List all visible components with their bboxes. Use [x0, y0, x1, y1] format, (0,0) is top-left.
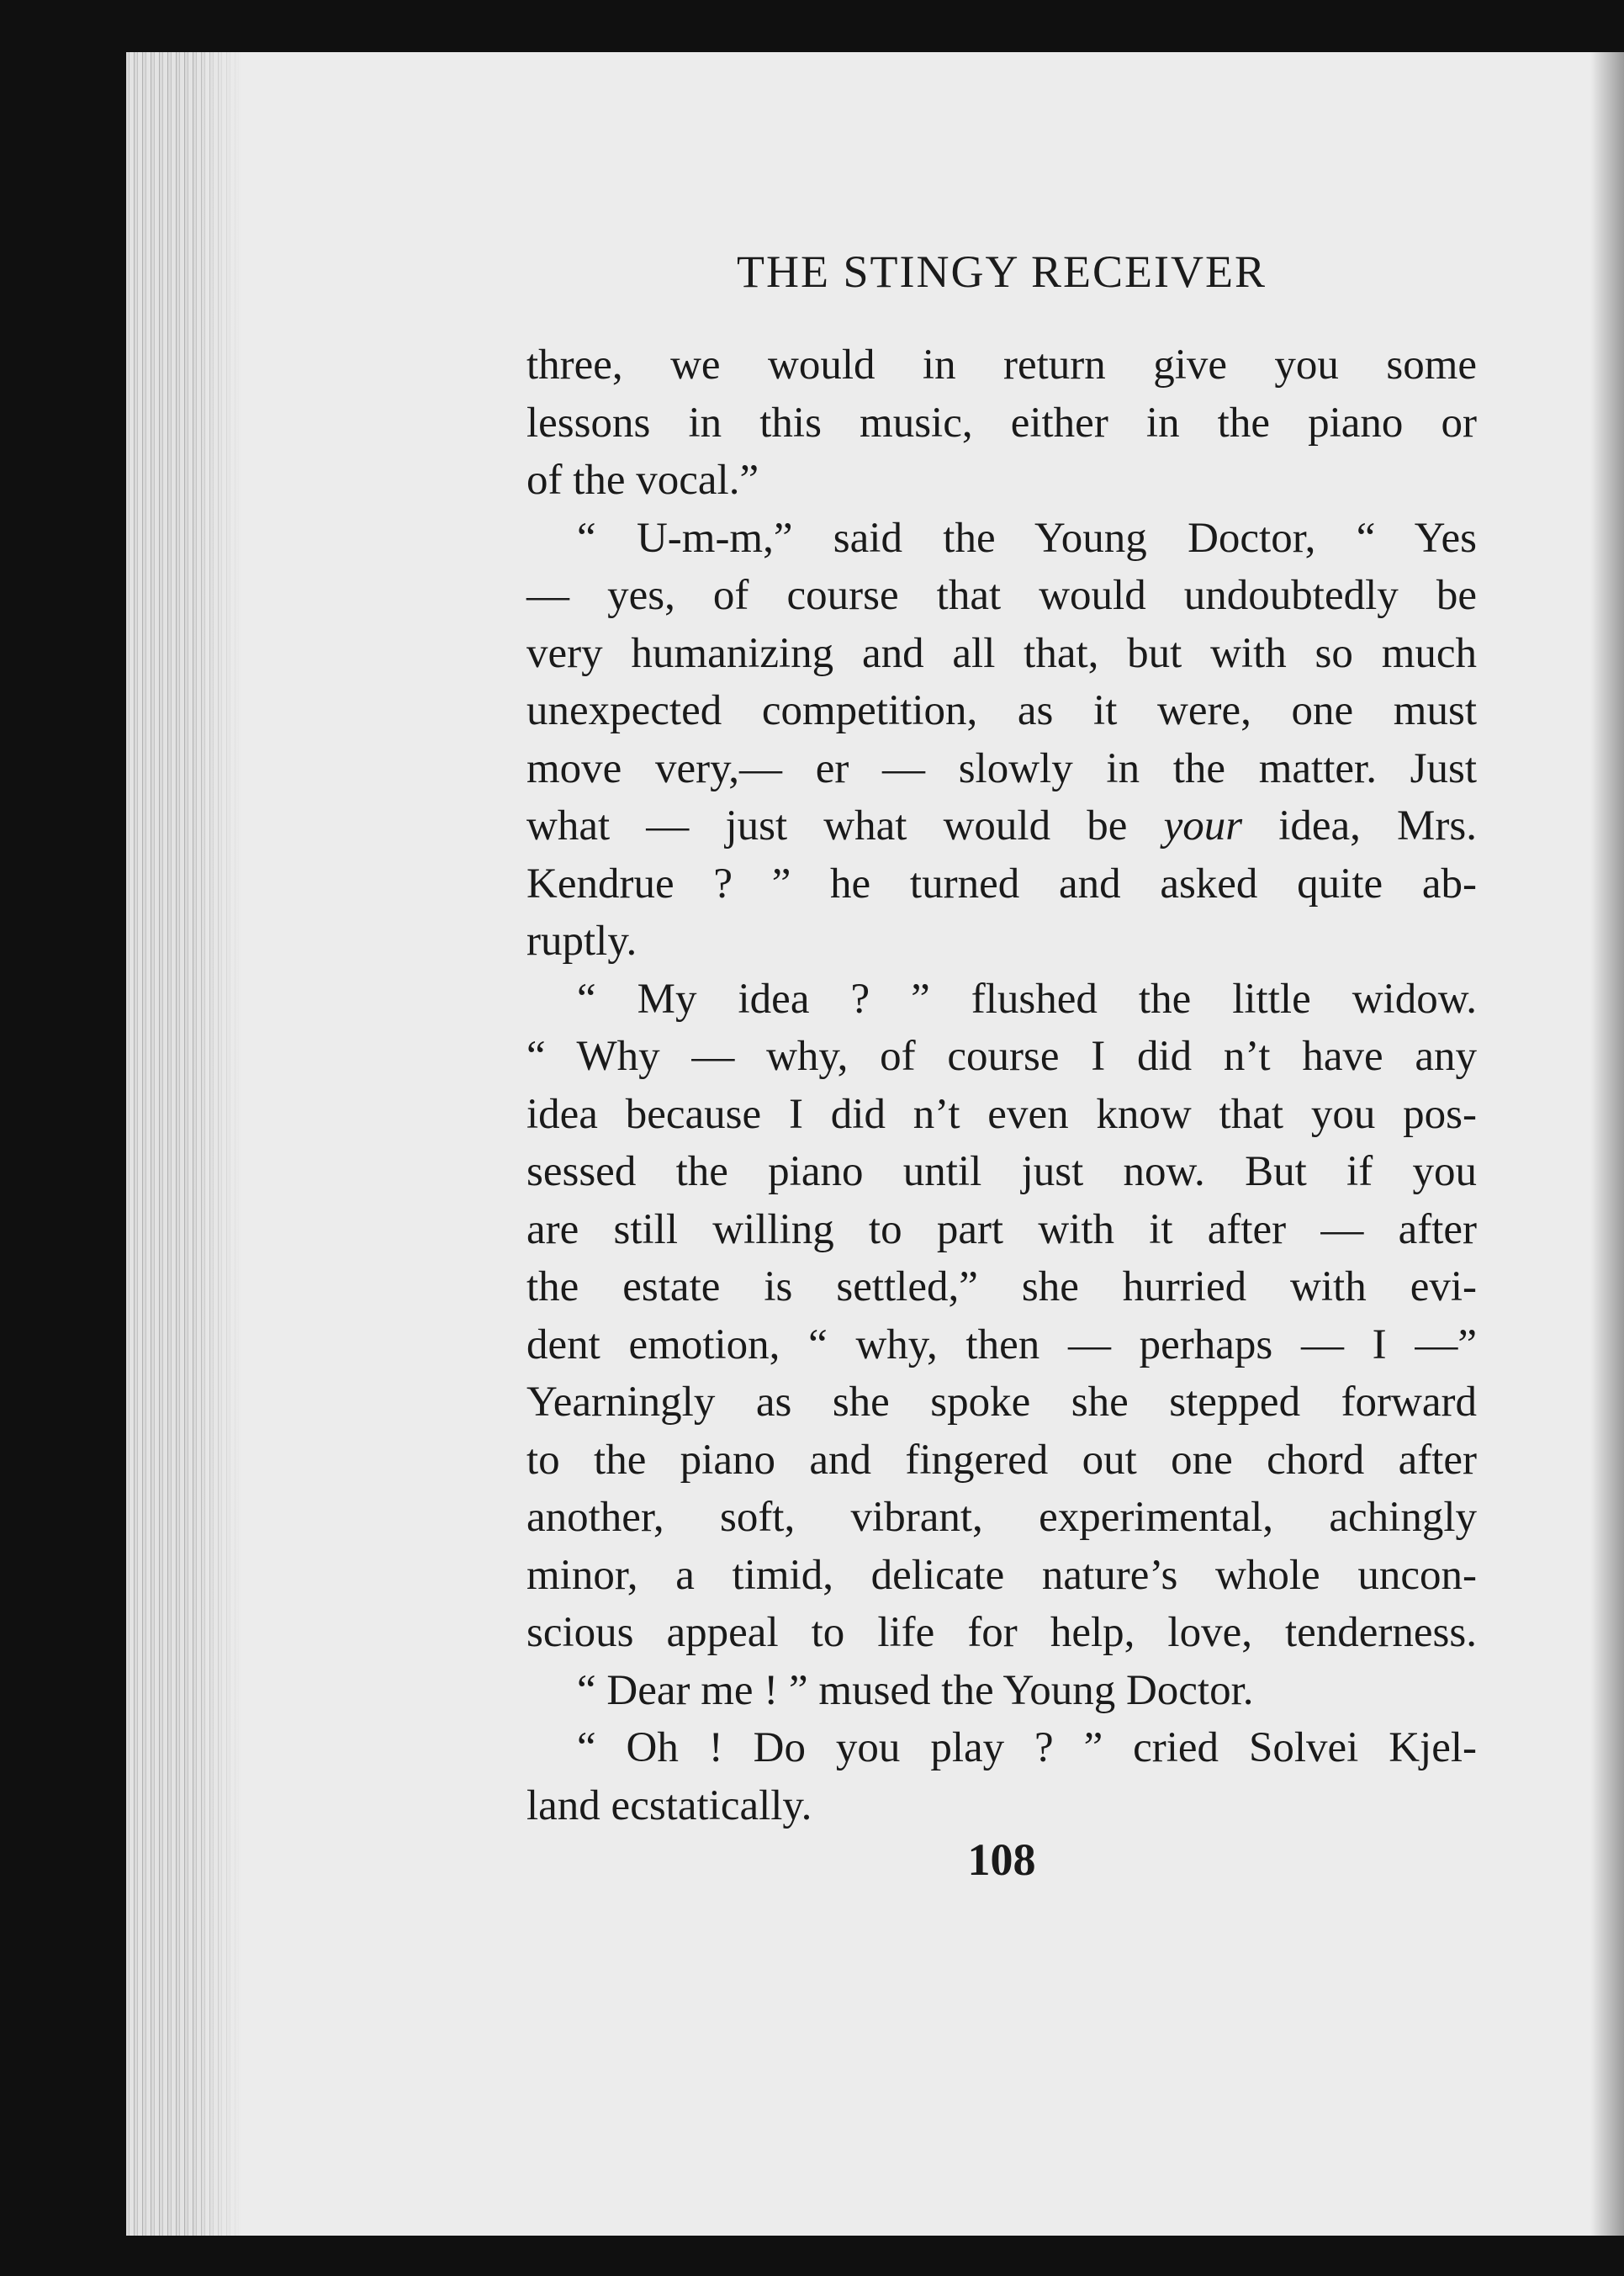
text-line: three, we would in return give you some: [526, 341, 1477, 389]
page-edges: [126, 52, 244, 2236]
text-line: — yes, of course that would undoubtedly be: [526, 572, 1477, 619]
text-line: idea because I did n’t even know that you pos-: [526, 1090, 1477, 1138]
emphasis: your: [1163, 802, 1243, 850]
text-line: land ecstatically.: [526, 1781, 812, 1829]
running-head: THE STINGY RECEIVER: [737, 246, 1267, 297]
text-line: Yearningly as she spoke she stepped forward: [526, 1379, 1477, 1426]
text-line: another, soft, vibrant, experimental, achingly: [526, 1494, 1477, 1541]
text-line: scious appeal to life for help, love, tenderness.: [526, 1609, 1477, 1656]
text-line: dent emotion, “ why, then — perhaps — I —”: [526, 1321, 1477, 1368]
page-shadow: [1590, 52, 1624, 2236]
text-line: “ My idea ? ” flushed the little widow.: [577, 975, 1477, 1023]
text-line: are still willing to part with it after — after: [526, 1205, 1477, 1253]
text-line: “ U-m-m,” said the Young Doctor, “ Yes: [577, 514, 1477, 562]
text-line: sessed the piano until just now. But if you: [526, 1148, 1477, 1195]
text-line: very humanizing and all that, but with so much: [526, 629, 1477, 677]
text-line: what — just what would be your idea, Mrs.: [526, 802, 1477, 850]
page-number: 108: [967, 1834, 1036, 1885]
text-line: unexpected competition, as it were, one must: [526, 687, 1477, 734]
body-text: [526, 336, 1477, 1834]
text-line: “ Why — why, of course I did n’t have any: [526, 1033, 1477, 1080]
text-line: move very,— er — slowly in the matter. Just: [526, 744, 1477, 792]
text-line: “ Oh ! Do you play ? ” cried Solvei Kjel-: [577, 1724, 1477, 1771]
text-line: lessons in this music, either in the piano or: [526, 399, 1477, 447]
text-line: of the vocal.”: [526, 457, 759, 504]
text-line: ruptly.: [526, 918, 637, 965]
text-line: to the piano and fingered out one chord after: [526, 1436, 1477, 1484]
text-line: Kendrue ? ” he turned and asked quite ab-: [526, 860, 1477, 908]
text-line: the estate is settled,” she hurried with evi-: [526, 1263, 1477, 1310]
text-line: “ Dear me ! ” mused the Young Doctor.: [577, 1666, 1254, 1714]
text-line: minor, a timid, delicate nature’s whole uncon-: [526, 1551, 1477, 1599]
